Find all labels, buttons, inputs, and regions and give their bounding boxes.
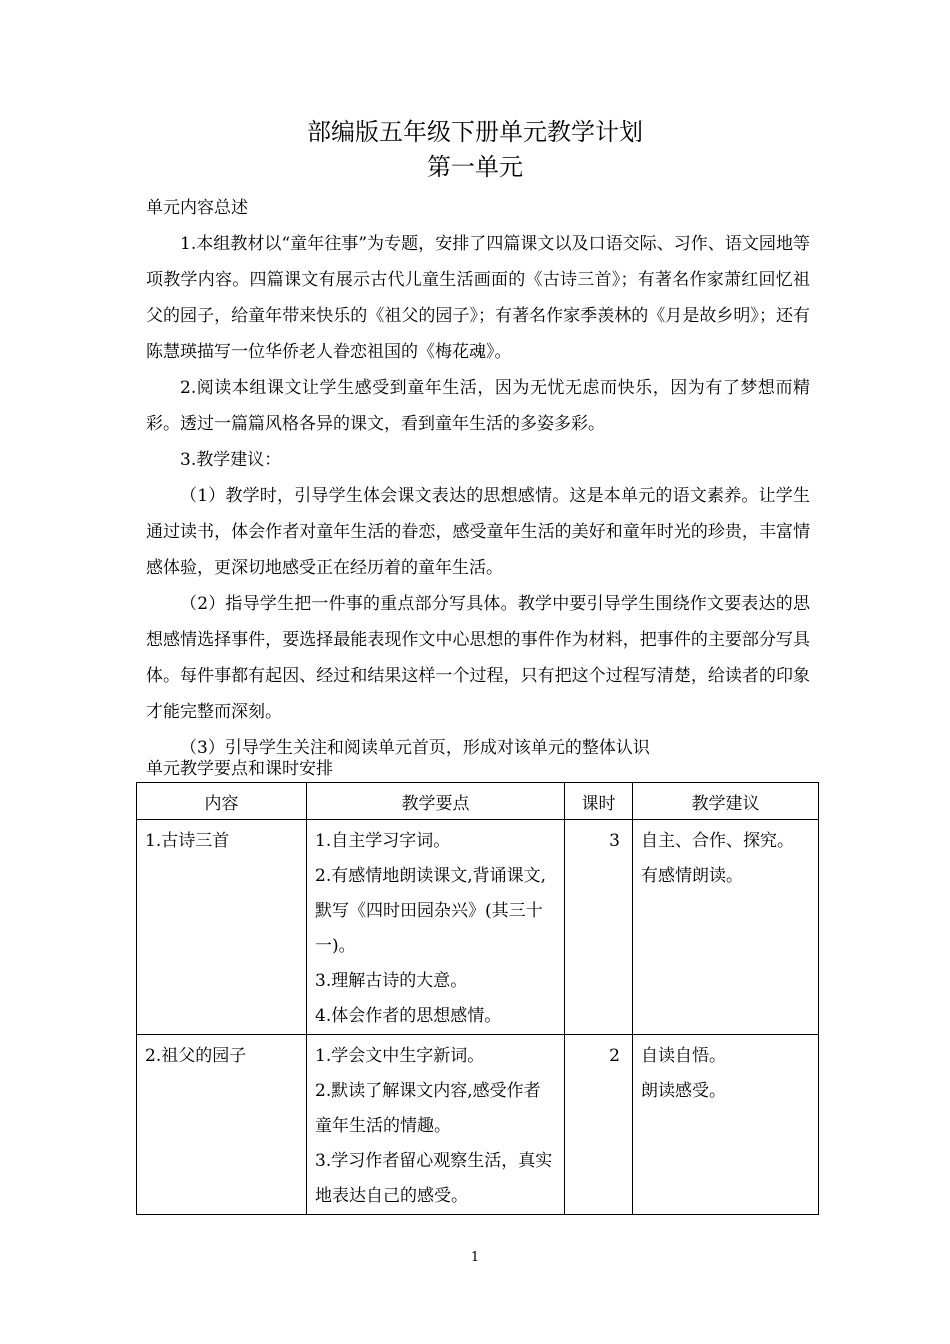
suggestion-item: 朗读感受。 (641, 1081, 726, 1101)
overview-body (146, 226, 810, 766)
column-header: 教学要点 (307, 783, 565, 820)
suggestion-item: 自主、合作、探究。 (641, 831, 794, 851)
point-item: 3.理解古诗的大意。 (315, 971, 468, 991)
overview-paragraph: 1.本组教材以“童年往事”为专题，安排了四篇课文以及口语交际、习作、语文园地等项教学内容。四篇课文有展示古代儿童生活画面的《古诗三首》；有著名作家萧红回忆祖父的园子，给童年带来快乐的《祖父的园子》；有著名作家季羡林的《月是故乡明》；还有陈慧瑛描写一位华侨老人眷恋祖国的《梅花魂》。 (146, 234, 810, 362)
suggestions-cell (633, 820, 819, 1035)
page-number: 1 (470, 1250, 480, 1265)
overview-paragraph: 2.阅读本组课文让学生感受到童年生活，因为无忧无虑而快乐，因为有了梦想而精彩。透过一篇篇风格各异的课文，看到童年生活的多姿多彩。 (146, 378, 810, 434)
overview-paragraph: （1）教学时，引导学生体会课文表达的思想感情。这是本单元的语文素养。让学生通过读书，体会作者对童年生活的眷恋，感受童年生活的美好和童年时光的珍贵，丰富情感体验，更深切地感受正在经历着的童年生活。 (146, 486, 810, 578)
point-item: 2.有感情地朗读课文,背诵课文,默写《四时田园杂兴》(其三十一)。 (315, 866, 547, 956)
column-header: 内容 (137, 783, 307, 820)
column-header: 教学建议 (633, 783, 819, 820)
point-item: 1.学会文中生字新词。 (315, 1046, 485, 1066)
overview-paragraph: （2）指导学生把一件事的重点部分写具体。教学中要引导学生围绕作文要表达的思想感情选择事件，要选择最能表现作文中心思想的事件作为材料，把事件的主要部分写具体。每件事都有起因、经过和结果这样一个过程，只有把这个过程写清楚，给读者的印象才能完整而深刻。 (146, 594, 810, 722)
column-header: 课时 (565, 783, 633, 820)
table-row (137, 820, 819, 1035)
hours-cell: 2 (565, 1035, 633, 1215)
table-header-row (137, 783, 819, 820)
document-subtitle: 第一单元 (427, 153, 523, 181)
overview-heading: 单元内容总述 (146, 198, 248, 218)
point-item: 2.默读了解课文内容,感受作者童年生活的情趣。 (315, 1081, 541, 1136)
point-item: 1.自主学习字词。 (315, 831, 451, 851)
content-cell: 2.祖父的园子 (137, 1035, 307, 1215)
suggestion-item: 有感情朗读。 (641, 866, 743, 886)
point-item: 4.体会作者的思想感情。 (315, 1006, 502, 1026)
schedule-table (136, 782, 819, 1215)
point-item: 3.学习作者留心观察生活，真实地表达自己的感受。 (315, 1151, 553, 1206)
points-cell (307, 1035, 565, 1215)
overview-paragraph: （3）引导学生关注和阅读单元首页，形成对该单元的整体认识 (180, 738, 650, 758)
suggestions-cell (633, 1035, 819, 1215)
content-cell: 1.古诗三首 (137, 820, 307, 1035)
document-title: 部编版五年级下册单元教学计划 (307, 118, 643, 146)
suggestion-item: 自读自悟。 (641, 1046, 726, 1066)
table-row (137, 1035, 819, 1215)
points-cell (307, 820, 565, 1035)
schedule-heading: 单元教学要点和课时安排 (146, 759, 333, 779)
hours-cell: 3 (565, 820, 633, 1035)
overview-paragraph: 3.教学建议： (180, 450, 282, 470)
